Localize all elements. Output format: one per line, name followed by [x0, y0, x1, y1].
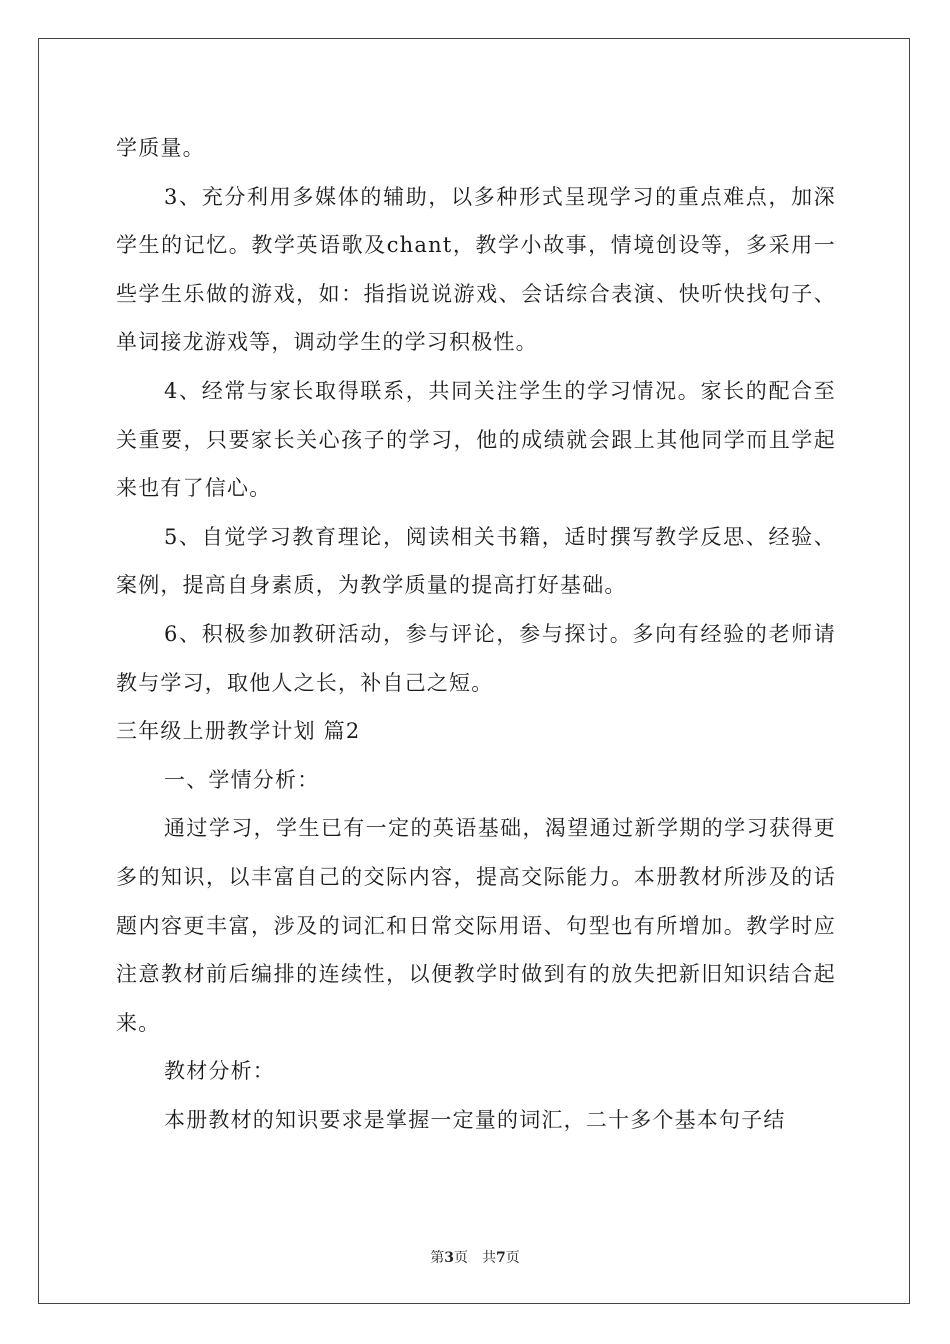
paragraph-5: 6、积极参加教研活动，参与评论，参与探讨。多向有经验的老师请教与学习，取他人之长，补自己之短。	[116, 621, 836, 695]
subheading-materials: 教材分析：	[164, 1059, 275, 1084]
paragraph-2: 3、充分利用多媒体的辅助，以多种形式呈现学习的重点难点，加深学生的记忆。教学英语歌及chant，教学小故事，情境创设等，多采用一些学生乐做的游戏，如：指指说说游戏、会话综合表演、快听快找句子、单词接龙游戏等，调动学生的学习积极性。	[116, 184, 836, 355]
paragraph-7: 本册教材的知识要求是掌握一定量的词汇，二十多个基本句子结	[164, 1107, 786, 1132]
paragraph-3: 4、经常与家长取得联系，共同关注学生的学习情况。家长的配合至关重要，只要家长关心孩子的学习，他的成绩就会跟上其他同学而且学起来也有了信心。	[116, 378, 836, 501]
subheading-analysis: 一、学情分析：	[164, 767, 320, 792]
section-heading: 三年级上册教学计划 篇2	[116, 719, 361, 744]
footer-suffix: 页	[505, 1250, 520, 1266]
paragraph-1: 学质量。	[116, 136, 205, 160]
document-body	[116, 124, 836, 1144]
page-footer	[0, 1247, 950, 1267]
paragraph-6: 通过学习，学生已有一定的英语基础，渴望通过新学期的学习获得更多的知识，以丰富自己的交际内容，提高交际能力。本册教材所涉及的话题内容更丰富，涉及的词汇和日常交际用语、句型也有所增加。教学时应注意教材前后编排的连续性，以便教学时做到有的放失把新旧知识结合起来。	[116, 816, 836, 1035]
footer-current-page: 3	[444, 1250, 454, 1266]
footer-total-pages: 7	[496, 1250, 506, 1266]
footer-middle: 页 共	[454, 1250, 496, 1266]
paragraph-4: 5、自觉学习教育理论，阅读相关书籍，适时撰写教学反思、经验、案例，提高自身素质，为教学质量的提高打好基础。	[116, 524, 836, 598]
footer-prefix: 第	[430, 1250, 445, 1266]
